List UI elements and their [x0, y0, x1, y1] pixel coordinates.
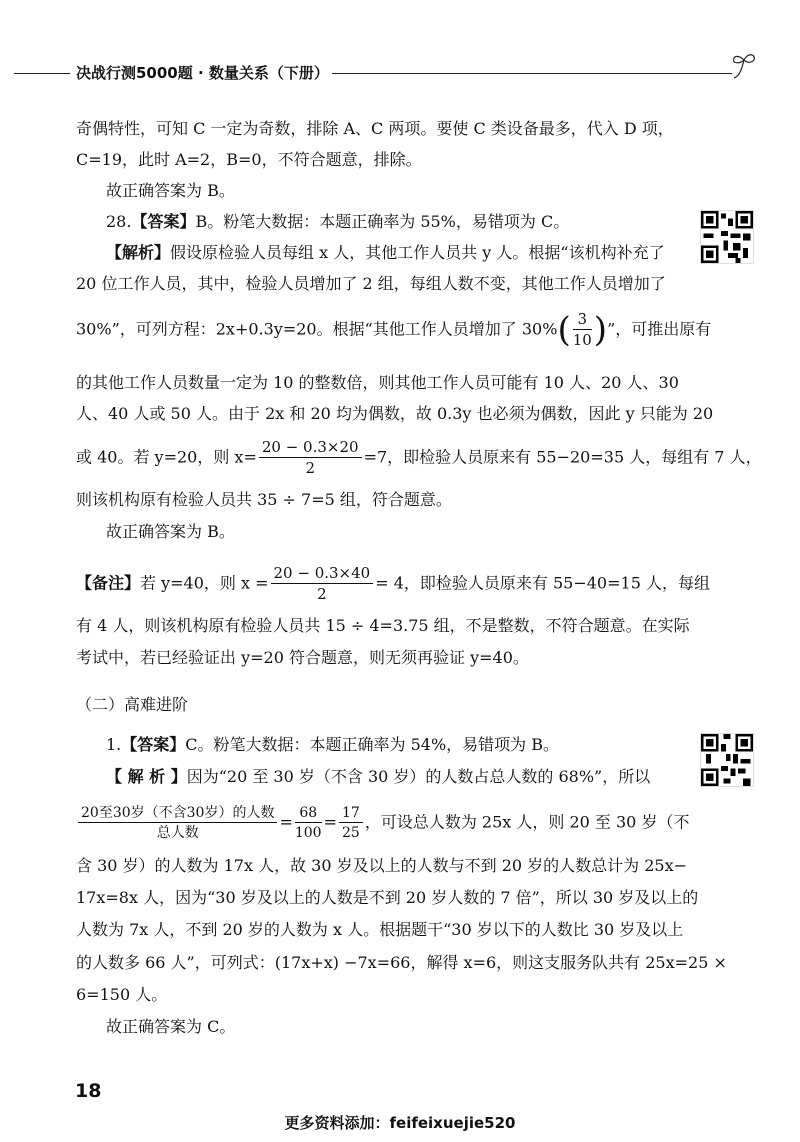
fraction [295, 806, 322, 840]
text-line: 含 30 岁）的人数为 17x 人，故 30 岁及以上的人数与不到 20 岁的人数总计为 25x− [76, 856, 688, 875]
text-span: 或 40。若 y=20，则 x= [76, 447, 257, 467]
paren-left: ( [557, 310, 571, 350]
text-line: 的其他工作人员数量一定为 10 的整数倍，则其他工作人员可能有 10 人、20 人、30 [76, 373, 679, 392]
header-rule-right [332, 73, 732, 74]
q1-number: 1. [106, 735, 122, 754]
fraction [339, 806, 363, 840]
fraction [573, 312, 592, 348]
fraction [259, 440, 362, 476]
numerator: 17 [339, 806, 363, 823]
text-line: 人、40 人或 50 人。由于 2x 和 20 均为偶数，故 0.3y 也必须为偶数，因此 y 只能为 20 [76, 404, 714, 423]
qr-code-icon [700, 733, 754, 787]
conclusion-line: 故正确答案为 C。 [106, 1017, 236, 1036]
numerator: 20至30岁（不含30岁）的人数 [78, 806, 277, 823]
analysis-text: 因为“20 至 30 岁（不含 30 岁）的人数占总人数的 68%”，所以 [186, 767, 651, 786]
text-span: =7，即检验人员原来有 55−20=35 人，每组有 7 人， [363, 447, 762, 467]
text-span: = 4，即检验人员原来有 55−40=15 人，每组 [375, 573, 710, 593]
running-header [0, 50, 800, 90]
note-line [76, 564, 710, 603]
text-span: ，可设总人数为 25x 人，则 20 至 30 岁（不 [364, 812, 690, 832]
page-number: 18 [75, 1080, 102, 1102]
text-line: 20 位工作人员，其中，检验人员增加了 2 组，每组人数不变，其他工作人员增加了 [76, 274, 666, 293]
q28-number: 28. [106, 212, 132, 231]
text-line: 考试中，若已经验证出 y=20 符合题意，则无须再验证 y=40。 [76, 648, 529, 667]
q1-answer: C。粉笔大数据：本题正确率为 54%，易错项为 B。 [185, 735, 560, 754]
text-line: 有 4 人，则该机构原有检验人员共 15 ÷ 4=3.75 组，不是整数，不符合题意。在实际 [76, 616, 690, 635]
answer-tag: 【答案】 [131, 212, 196, 231]
denominator: 2 [305, 459, 315, 477]
denominator: 总人数 [156, 825, 199, 841]
text-line: 奇偶特性，可知 C 一定为奇数，排除 A、C 两项。要使 C 类设备最多，代入 D 项， [76, 119, 674, 138]
numerator: 20 − 0.3×20 [259, 440, 362, 458]
header-title: 决战行测5000题 · 数量关系（下册） [76, 64, 329, 82]
paren-right: ) [593, 310, 608, 350]
text-line-with-fractions [76, 806, 700, 840]
q28-answer: B。粉笔大数据：本题正确率为 55%，易错项为 C。 [195, 212, 570, 231]
fraction [78, 806, 277, 840]
sprout-icon [728, 52, 760, 82]
text-line-with-fraction [76, 310, 712, 350]
answer-tag: 【答案】 [121, 735, 186, 754]
footer-text: 更多资料添加：feifeixuejie520 [284, 1114, 516, 1132]
qr-code-icon [700, 210, 754, 264]
denominator: 2 [317, 585, 327, 603]
denominator: 100 [294, 825, 322, 841]
note-tag: 【备注】 [76, 573, 141, 593]
numerator: 68 [295, 806, 322, 823]
conclusion-line: 故正确答案为 B。 [106, 522, 235, 541]
fraction [271, 566, 374, 602]
text-line: C=19，此时 A=2，B=0，不符合题意，排除。 [76, 150, 422, 169]
denominator: 25 [342, 825, 360, 841]
header-rule-left [14, 73, 70, 74]
q28-analysis-line [106, 245, 700, 261]
text-line: 人数为 7x 人，不到 20 岁的人数为 x 人。根据题干“30 岁以下的人数比 30 岁及以上 [76, 920, 684, 939]
equals-sign: = [323, 812, 337, 832]
text-span: ”，可推出原有 [607, 319, 712, 339]
numerator: 3 [573, 312, 592, 330]
text-span: 若 y=40，则 x = [140, 573, 269, 593]
analysis-tag: 【解析】 [106, 243, 171, 262]
text-line: 的人数多 66 人”，可列式：(17x+x) −7x=66，解得 x=6，则这支服务队共有 25x=25 × [76, 953, 727, 972]
q1-answer-line [106, 737, 700, 753]
text-line: 6=150 人。 [76, 985, 168, 1004]
denominator: 10 [572, 331, 592, 349]
section-title: （二）高难进阶 [76, 695, 189, 714]
analysis-tag: 【 解 析 】 [106, 767, 187, 786]
q28-answer-line [106, 214, 700, 230]
numerator: 20 − 0.3×40 [271, 566, 374, 584]
text-line: 则该机构原有检验人员共 35 ÷ 7=5 组，符合题意。 [76, 490, 452, 509]
analysis-text: 假设原检验人员每组 x 人，其他工作人员共 y 人。根据“该机构补充了 [170, 243, 665, 262]
q1-analysis-line [106, 769, 700, 785]
text-line-with-fraction [76, 438, 762, 477]
equals-sign: = [279, 812, 293, 832]
text-span: 30%”，可列方程：2x+0.3y=20。根据“其他工作人员增加了 30% [76, 319, 558, 339]
conclusion-line: 故正确答案为 B。 [106, 181, 235, 200]
text-line: 17x=8x 人，因为“30 岁及以上的人数是不到 20 岁人数的 7 倍”，所以 30 岁及以上的 [76, 888, 699, 907]
